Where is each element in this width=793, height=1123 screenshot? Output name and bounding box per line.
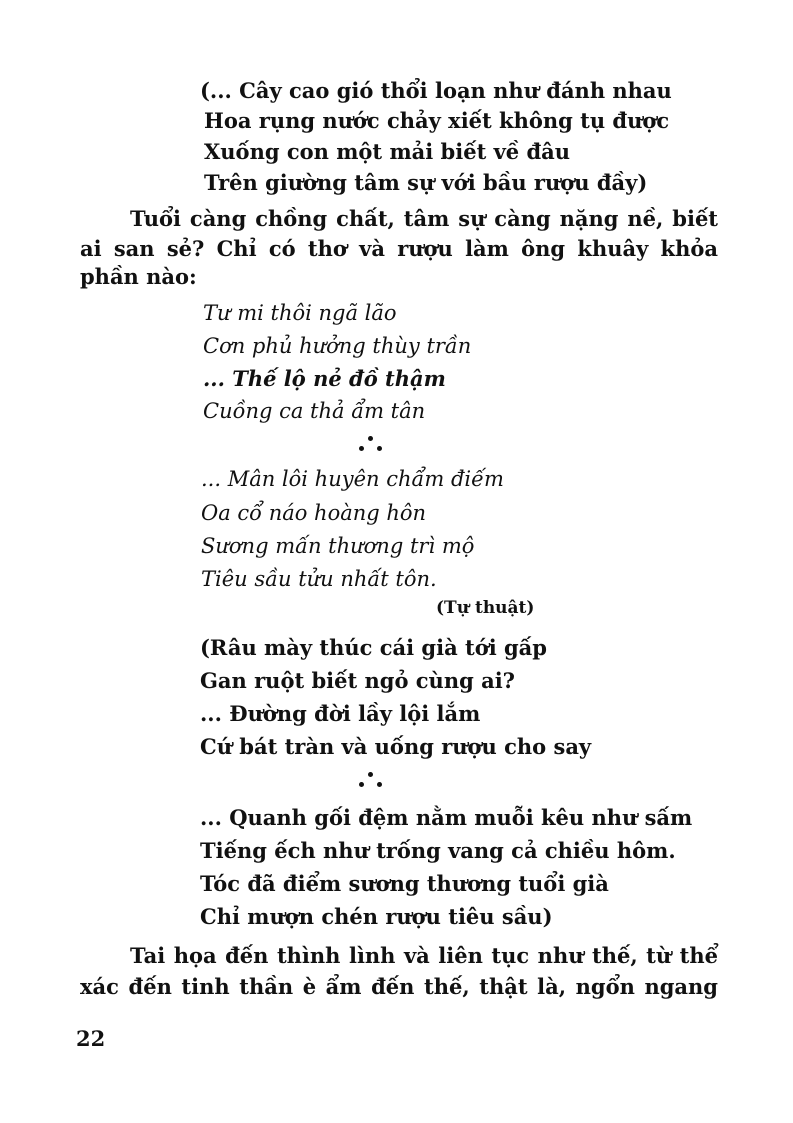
poem2-line-7: Sương mấn thương trì mộ (201, 534, 475, 558)
poem3-line-5: ... Quanh gối đệm nằm muỗi kêu như sấm (200, 805, 693, 830)
poem2-line-6: Oa cổ náo hoàng hôn (201, 501, 427, 525)
poem1-line-4: Trên giường tâm sự với bầu rượu đầy) (204, 170, 648, 195)
poem1-line-3: Xuống con một mải biết về đâu (204, 139, 571, 164)
page-number: 22 (76, 1026, 106, 1051)
poem1-line-2: Hoa rụng nước chảy xiết không tụ được (204, 108, 670, 133)
stanza-separator (356, 436, 386, 458)
stanza-separator (356, 772, 386, 794)
poem3-line-6: Tiếng ếch như trống vang cả chiều hôm. (200, 838, 676, 863)
poem2-line-5: ... Mân lôi huyên chẩm điếm (201, 467, 504, 491)
poem3-line-8: Chỉ mượn chén rượu tiêu sầu) (200, 904, 553, 929)
poem2-line-8: Tiêu sầu tửu nhất tôn. (201, 567, 437, 591)
poem-attribution: (Tự thuật) (436, 598, 535, 618)
poem3-line-7: Tóc đã điểm sương thương tuổi già (200, 871, 609, 896)
poem3-line-2: Gan ruột biết ngỏ cùng ai? (200, 668, 515, 693)
poem3-line-1: (Râu mày thúc cái già tới gấp (200, 635, 547, 660)
poem3-line-3: ... Đường đời lầy lội lắm (200, 701, 481, 726)
paragraph1-line-1: Tuổi càng chồng chất, tâm sự càng nặng nề, biết (130, 206, 718, 231)
poem3-line-4: Cứ bát tràn và uống rượu cho say (200, 734, 592, 759)
poem2-line-4: Cuồng ca thả ẩm tân (203, 399, 426, 423)
poem1-line-1: (... Cây cao gió thổi loạn như đánh nhau (200, 78, 672, 103)
poem2-line-1: Tư mi thôi ngã lão (203, 301, 397, 325)
paragraph1-line-2: ai san sẻ? Chỉ có thơ và rượu làm ông khuây khỏa (80, 236, 718, 261)
paragraph2-line-1: Tai họa đến thình lình và liên tục như thế, từ thể (130, 943, 718, 968)
paragraph2-line-2: xác đến tinh thần è ẩm đến thế, thật là, ngổn ngang (80, 974, 718, 999)
poem2-line-2: Cơn phủ hưởng thùy trần (203, 334, 472, 358)
poem2-line-3: ... Thế lộ nẻ đồ thậm (203, 366, 446, 391)
paragraph1-line-3: phần nào: (80, 264, 197, 289)
